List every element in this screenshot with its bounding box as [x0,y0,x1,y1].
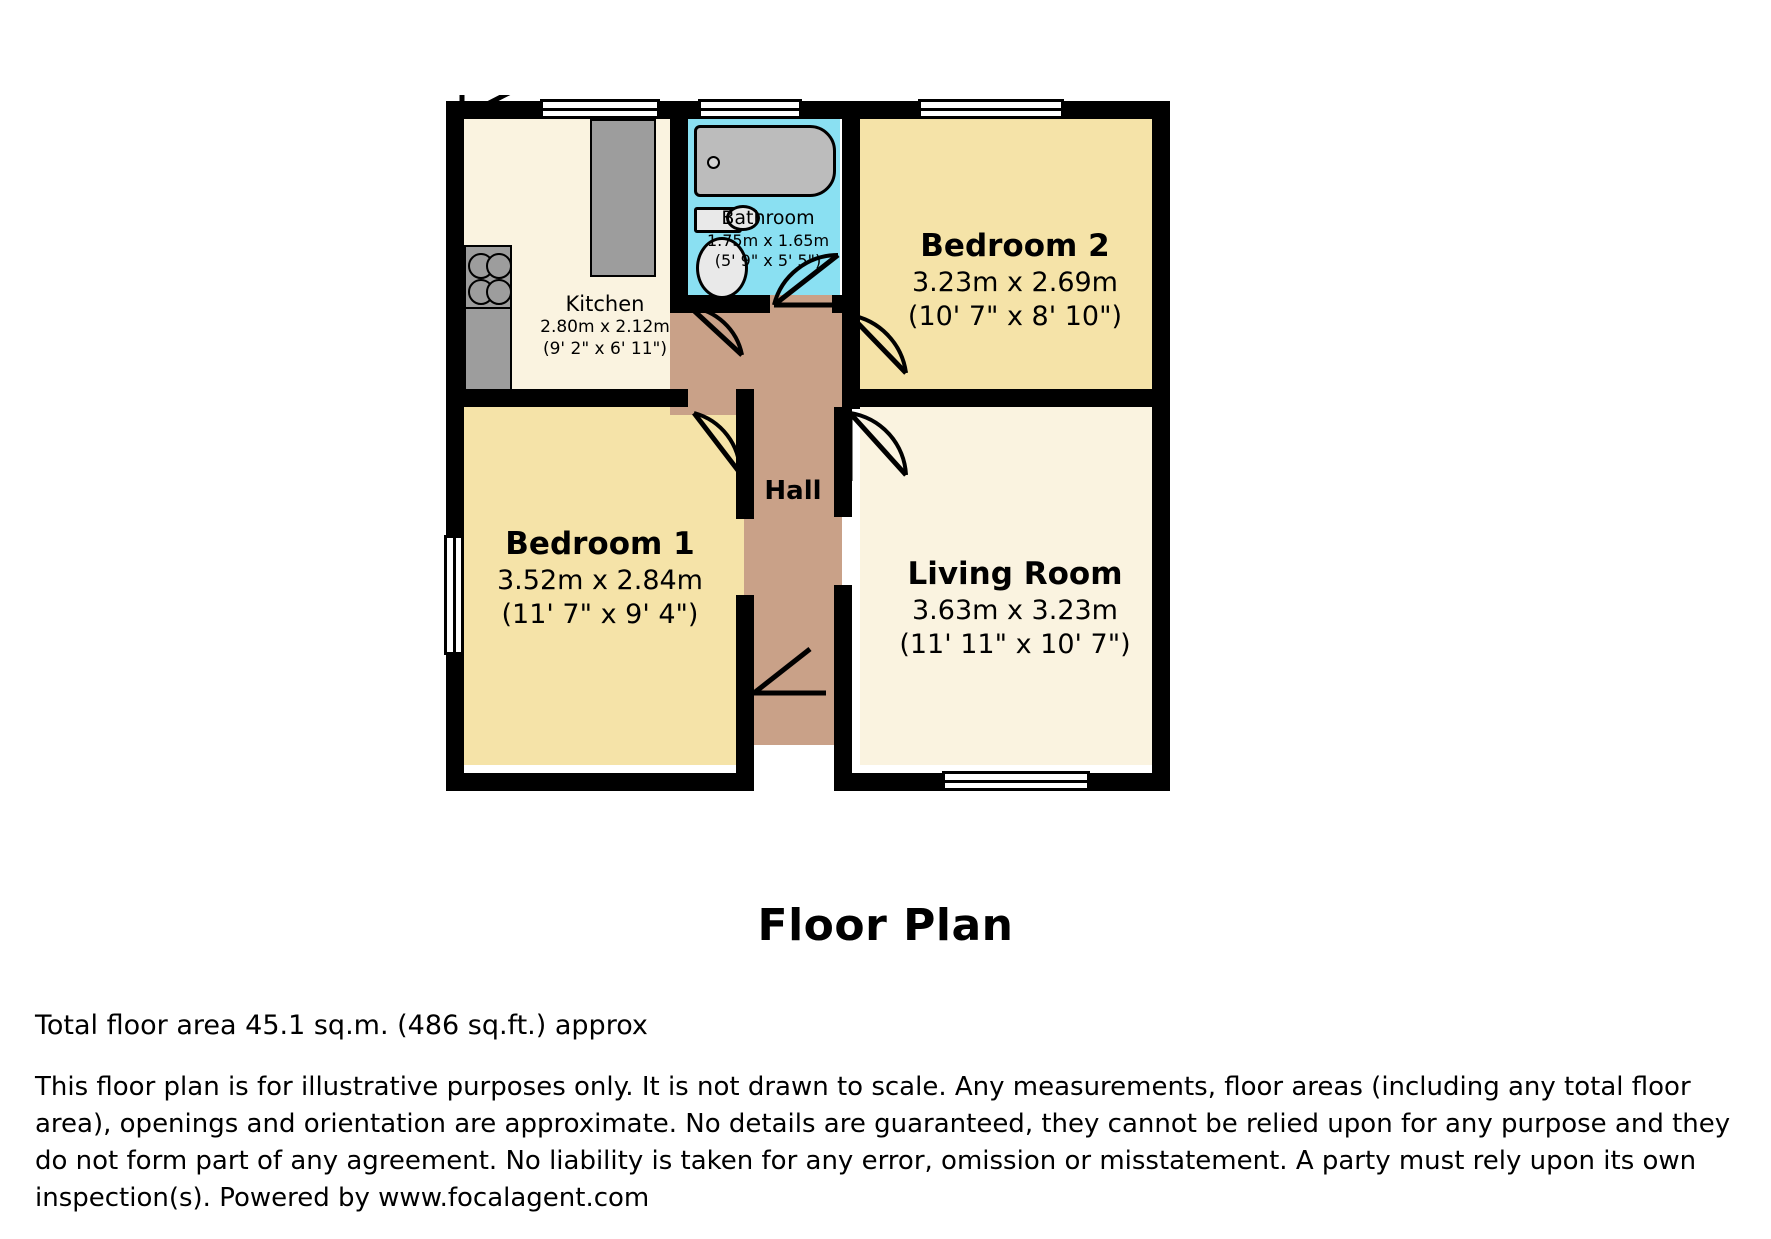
label-livingroom: Living Room 3.63m x 3.23m (11' 11" x 10' 7") [899,556,1131,660]
disclaimer-text: This floor plan is for illustrative purposes only. It is not drawn to scale. Any measurements, floor areas (including any total floor area), openings and orientation are approximate. No details are guaranteed, they cannot be relied upon for any purpose and they do not form part of any agreement. No liability is taken for any error, omission or misstatement. A party must rely upon its own inspection(s). Powered by www.focalagent.com [35,1072,1731,1213]
label-bedroom1: Bedroom 1 3.52m x 2.84m (11' 7" x 9' 4") [497,526,703,630]
kitchen-counter-right [590,119,656,277]
kitchen-hob [464,245,512,309]
floor-plan-drawing [440,95,1340,900]
total-floor-area: Total floor area 45.1 sq.m. (486 sq.ft.) approx [35,1010,648,1041]
page-title: Floor Plan [757,900,1014,951]
label-kitchen: Kitchen 2.80m x 2.12m (9' 2" x 6' 11") [540,292,670,359]
label-bedroom2: Bedroom 2 3.23m x 2.69m (10' 7" x 8' 10") [907,228,1123,332]
footer [35,1010,1750,1217]
label-hall: Hall [764,476,822,506]
sink-basin [726,205,760,231]
toilet-bowl [696,237,748,299]
label-bathroom: Bathroom 1.75m x 1.65m (5' 9" x 5' 5") [706,207,830,270]
door-swing-layer [440,95,1340,900]
bathtub [694,125,836,197]
